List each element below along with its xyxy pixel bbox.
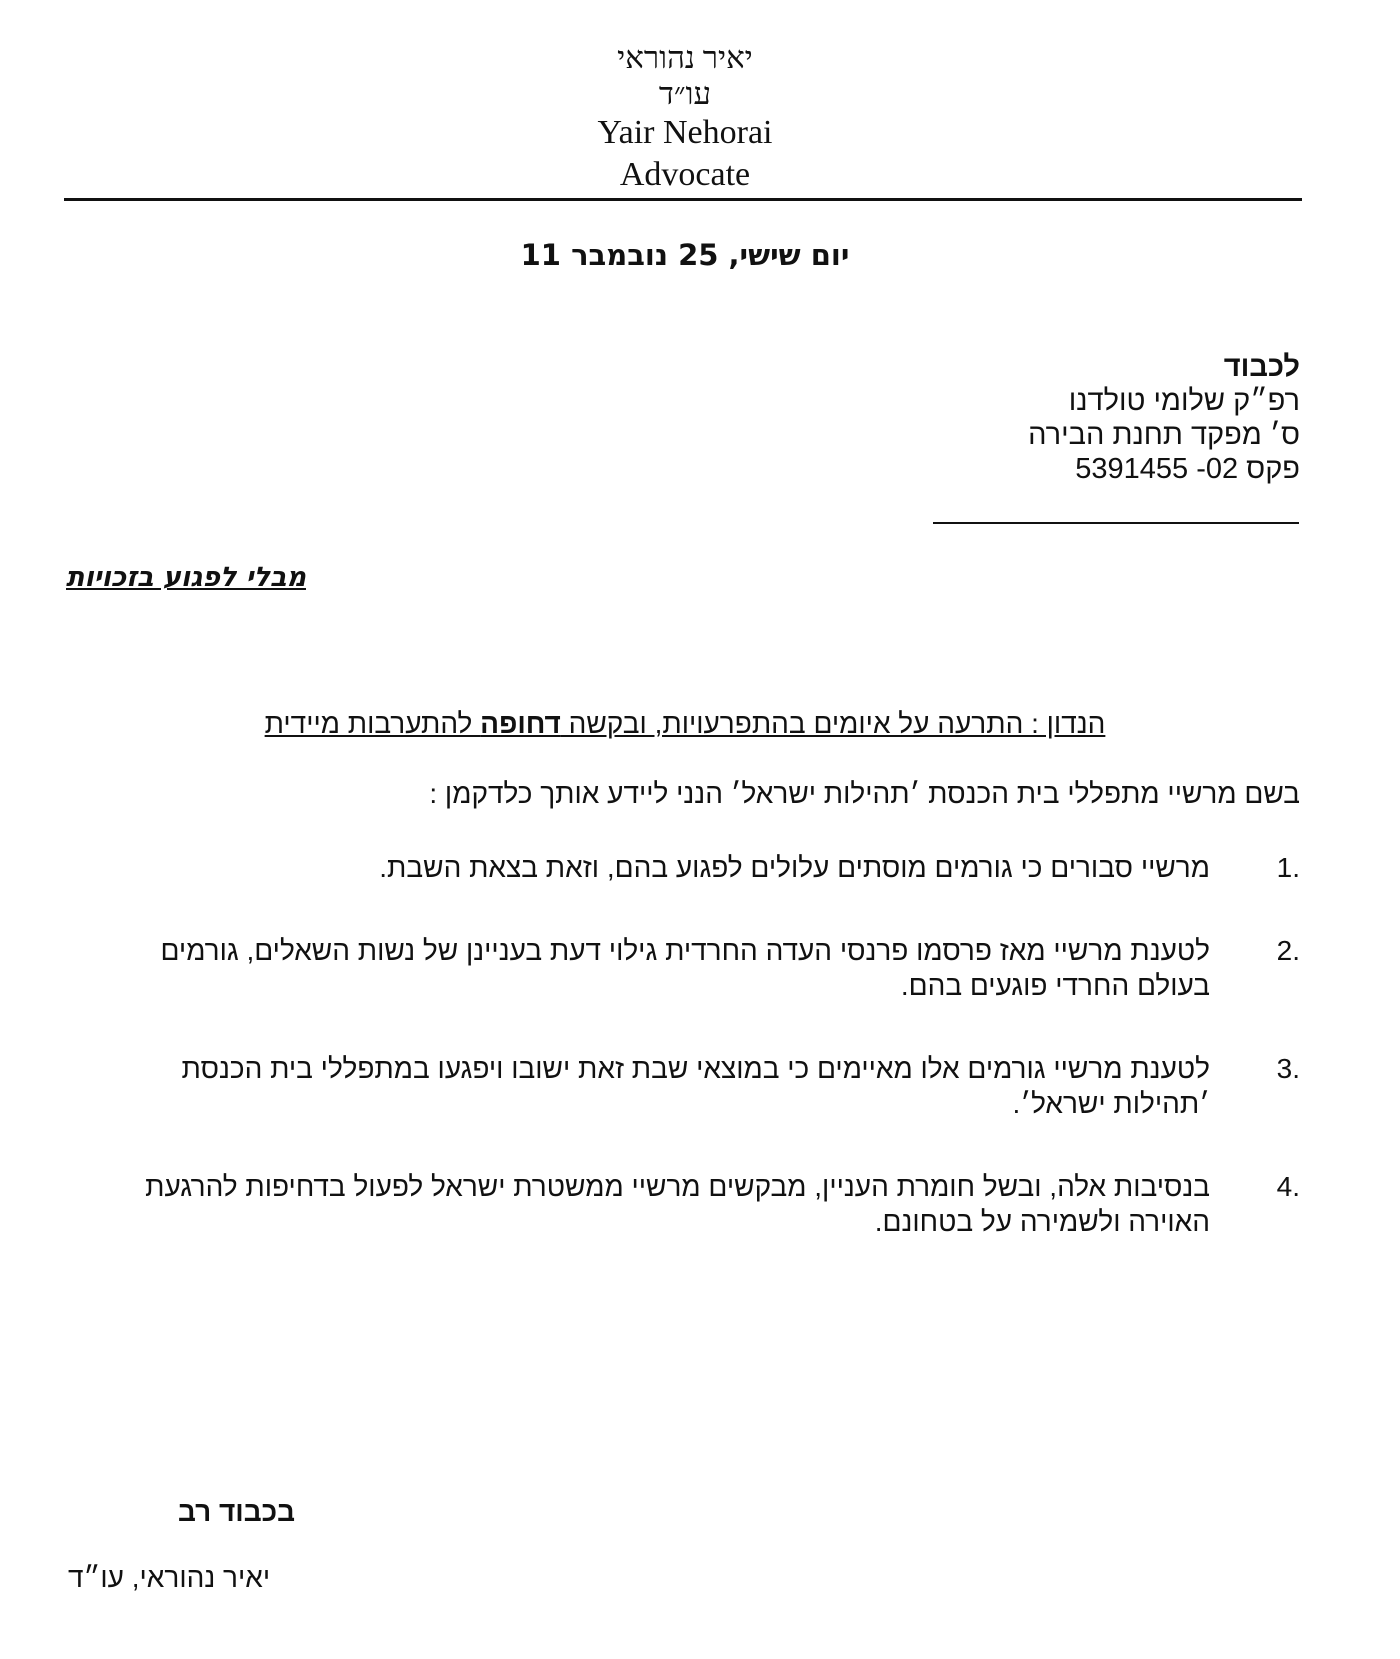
list-item-number: 3. bbox=[1276, 1053, 1300, 1084]
list-item bbox=[105, 850, 1300, 885]
list-item-number: 1. bbox=[1276, 852, 1300, 883]
recipient-salutation: לכבוד bbox=[1223, 351, 1300, 383]
list-item bbox=[105, 1051, 1300, 1121]
recipient-fax: פקס 02- 5391455 bbox=[1075, 453, 1300, 485]
numbered-list bbox=[105, 850, 1300, 1287]
letterhead bbox=[0, 40, 1370, 196]
list-item-number: 2. bbox=[1276, 935, 1300, 966]
recipient-block bbox=[1028, 350, 1300, 486]
letterhead-name-he: יאיר נהוראי bbox=[617, 40, 753, 75]
letterhead-name-en: Yair Nehorai bbox=[597, 114, 773, 151]
list-item-text: לטענת מרשיי גורמים אלו מאיימים כי במוצאי שבת זאת ישובו ויפגעו במתפללי בית הכנסת ׳תהילות ישראל׳. bbox=[181, 1053, 1210, 1119]
subject-suffix: להתערבות מיידית bbox=[264, 708, 481, 739]
letterhead-divider bbox=[64, 198, 1302, 201]
subject-line bbox=[0, 708, 1370, 740]
letterhead-title-en: Advocate bbox=[619, 156, 751, 193]
without-prejudice-note: מבלי לפגוע בזכויות bbox=[66, 562, 306, 593]
letterhead-title-he: עו״ד bbox=[658, 76, 712, 111]
recipient-position: ס׳ מפקד תחנת הבירה bbox=[1028, 419, 1300, 451]
signature-line: יאיר נהוראי, עו״ד bbox=[68, 1562, 271, 1593]
list-item-text: לטענת מרשיי מאז פרסמו פרנסי העדה החרדית גילוי דעת בעניינן של נשות השאלים, גורמים בעולם החרדי פוגעים בהם. bbox=[160, 935, 1210, 1001]
letter-date: יום שישי, 25 נובמבר 11 bbox=[520, 238, 850, 272]
recipient-name: רפ״ק שלומי טולדנו bbox=[1068, 385, 1300, 417]
list-item bbox=[105, 933, 1300, 1003]
list-item-text: מרשיי סבורים כי גורמים מוסתים עלולים לפגוע בהם, וזאת בצאת השבת. bbox=[379, 852, 1210, 883]
recipient-divider bbox=[933, 522, 1299, 524]
subject-urgent: דחופה bbox=[480, 708, 561, 739]
intro-paragraph: בשם מרשיי מתפללי בית הכנסת ׳תהילות ישראל׳ הנני ליידע אותך כלדקמן : bbox=[429, 778, 1300, 809]
list-item bbox=[105, 1169, 1300, 1239]
list-item-number: 4. bbox=[1276, 1171, 1300, 1202]
subject-prefix: הנדון : התרעה על איומים בהתפרעויות, ובקשה bbox=[560, 708, 1106, 739]
list-item-text: בנסיבות אלה, ובשל חומרת העניין, מבקשים מרשיי ממשטרת ישראל לפעול בדחיפות להרגעת האוירה ולשמירה על בטחונם. bbox=[145, 1171, 1210, 1237]
closing-phrase: בכבוד רב bbox=[178, 1496, 296, 1527]
